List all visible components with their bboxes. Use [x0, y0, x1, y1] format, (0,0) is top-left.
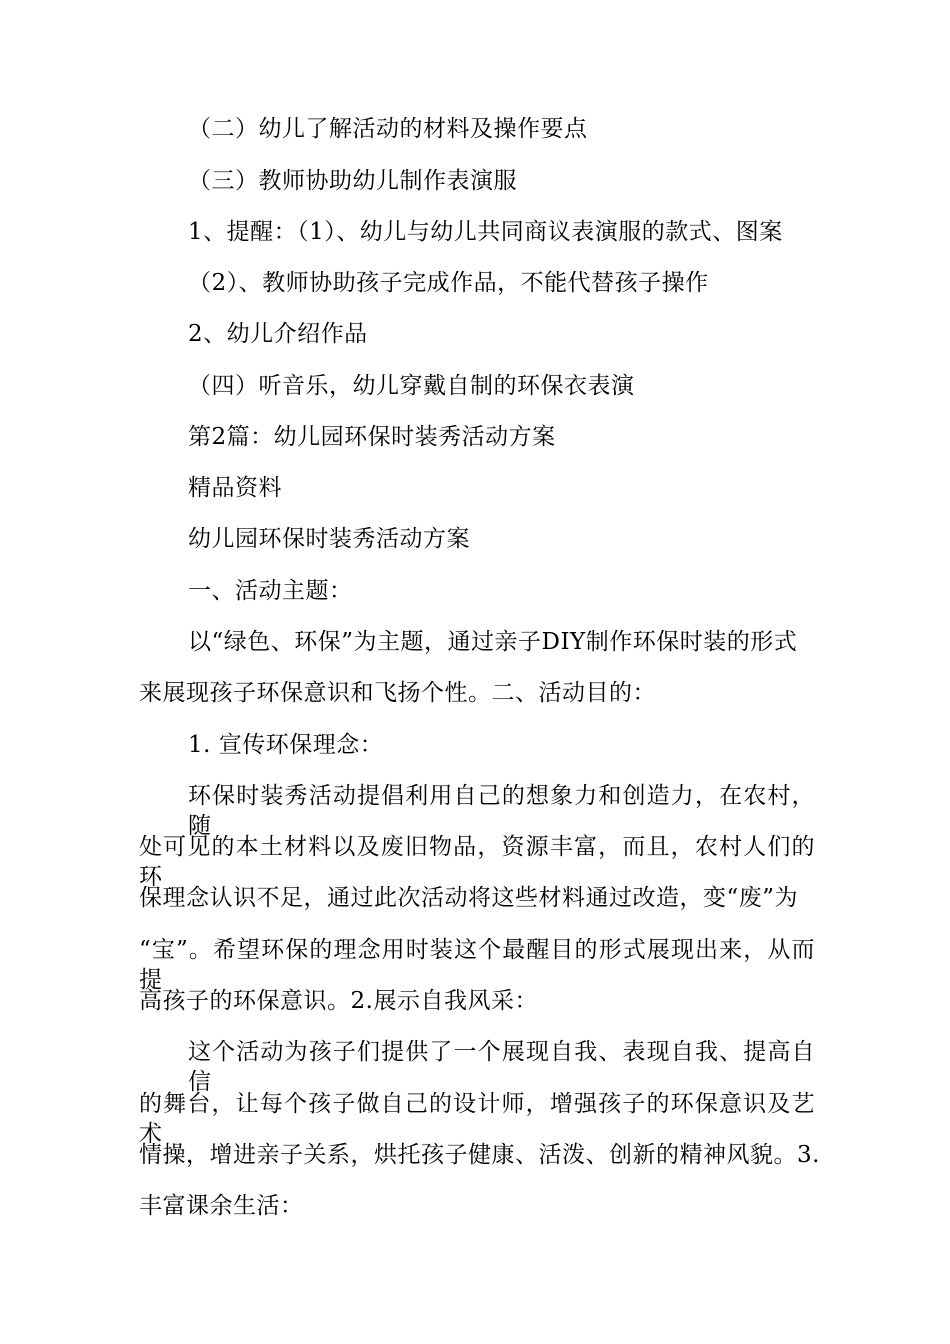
paragraph-line: 处可见的本土材料以及废旧物品，资源丰富，而且，农村人们的环: [139, 834, 815, 890]
goal-heading-1: 1. 宣传环保理念：: [188, 732, 384, 758]
paragraph-line: 这个活动为孩子们提供了一个展现自我、表现自我、提高自信: [188, 1039, 815, 1095]
reminder-line-1: 1、提醒：（1）、幼儿与幼儿共同商议表演服的款式、图案: [188, 219, 783, 245]
paragraph-line: 情操，增进亲子关系，烘托孩子健康、活泼、创新的精神风貌。3.: [139, 1142, 820, 1168]
section-heading-3: （三）教师协助幼儿制作表演服: [188, 168, 517, 194]
paragraph-line: 高孩子的环保意识。2.展示自我风采：: [139, 988, 538, 1014]
paragraph-line: 的舞台，让每个孩子做自己的设计师，增强孩子的环保意识及艺术: [139, 1091, 815, 1147]
paragraph-line: 环保时装秀活动提倡利用自己的想象力和创造力，在农村，随: [188, 783, 815, 839]
paragraph-line: 丰富课余生活：: [139, 1193, 304, 1219]
plan-title: 幼儿园环保时装秀活动方案: [188, 526, 470, 552]
section-heading-2: （二）幼儿了解活动的材料及操作要点: [188, 116, 588, 142]
paragraph-line: 来展现孩子环保意识和飞扬个性。二、活动目的：: [139, 680, 656, 706]
quality-label: 精品资料: [188, 475, 282, 501]
section-heading-4: （四）听音乐，幼儿穿戴自制的环保衣表演: [188, 373, 635, 399]
paragraph-line: 以“绿色、环保”为主题，通过亲子DIY制作环保时装的形式: [188, 629, 798, 655]
step-line-2: 2、幼儿介绍作品: [188, 321, 368, 347]
paragraph-line: “宝”。希望环保的理念用时装这个最醒目的形式展现出来，从而提: [139, 937, 815, 993]
paragraph-line: 保理念认识不足，通过此次活动将这些材料通过改造，变“废”为: [139, 885, 799, 911]
theme-heading: 一、活动主题：: [188, 578, 353, 604]
chapter-title: 第2篇：幼儿园环保时装秀活动方案: [188, 424, 556, 450]
reminder-line-2: （2）、教师协助孩子完成作品，不能代替孩子操作: [188, 270, 709, 296]
